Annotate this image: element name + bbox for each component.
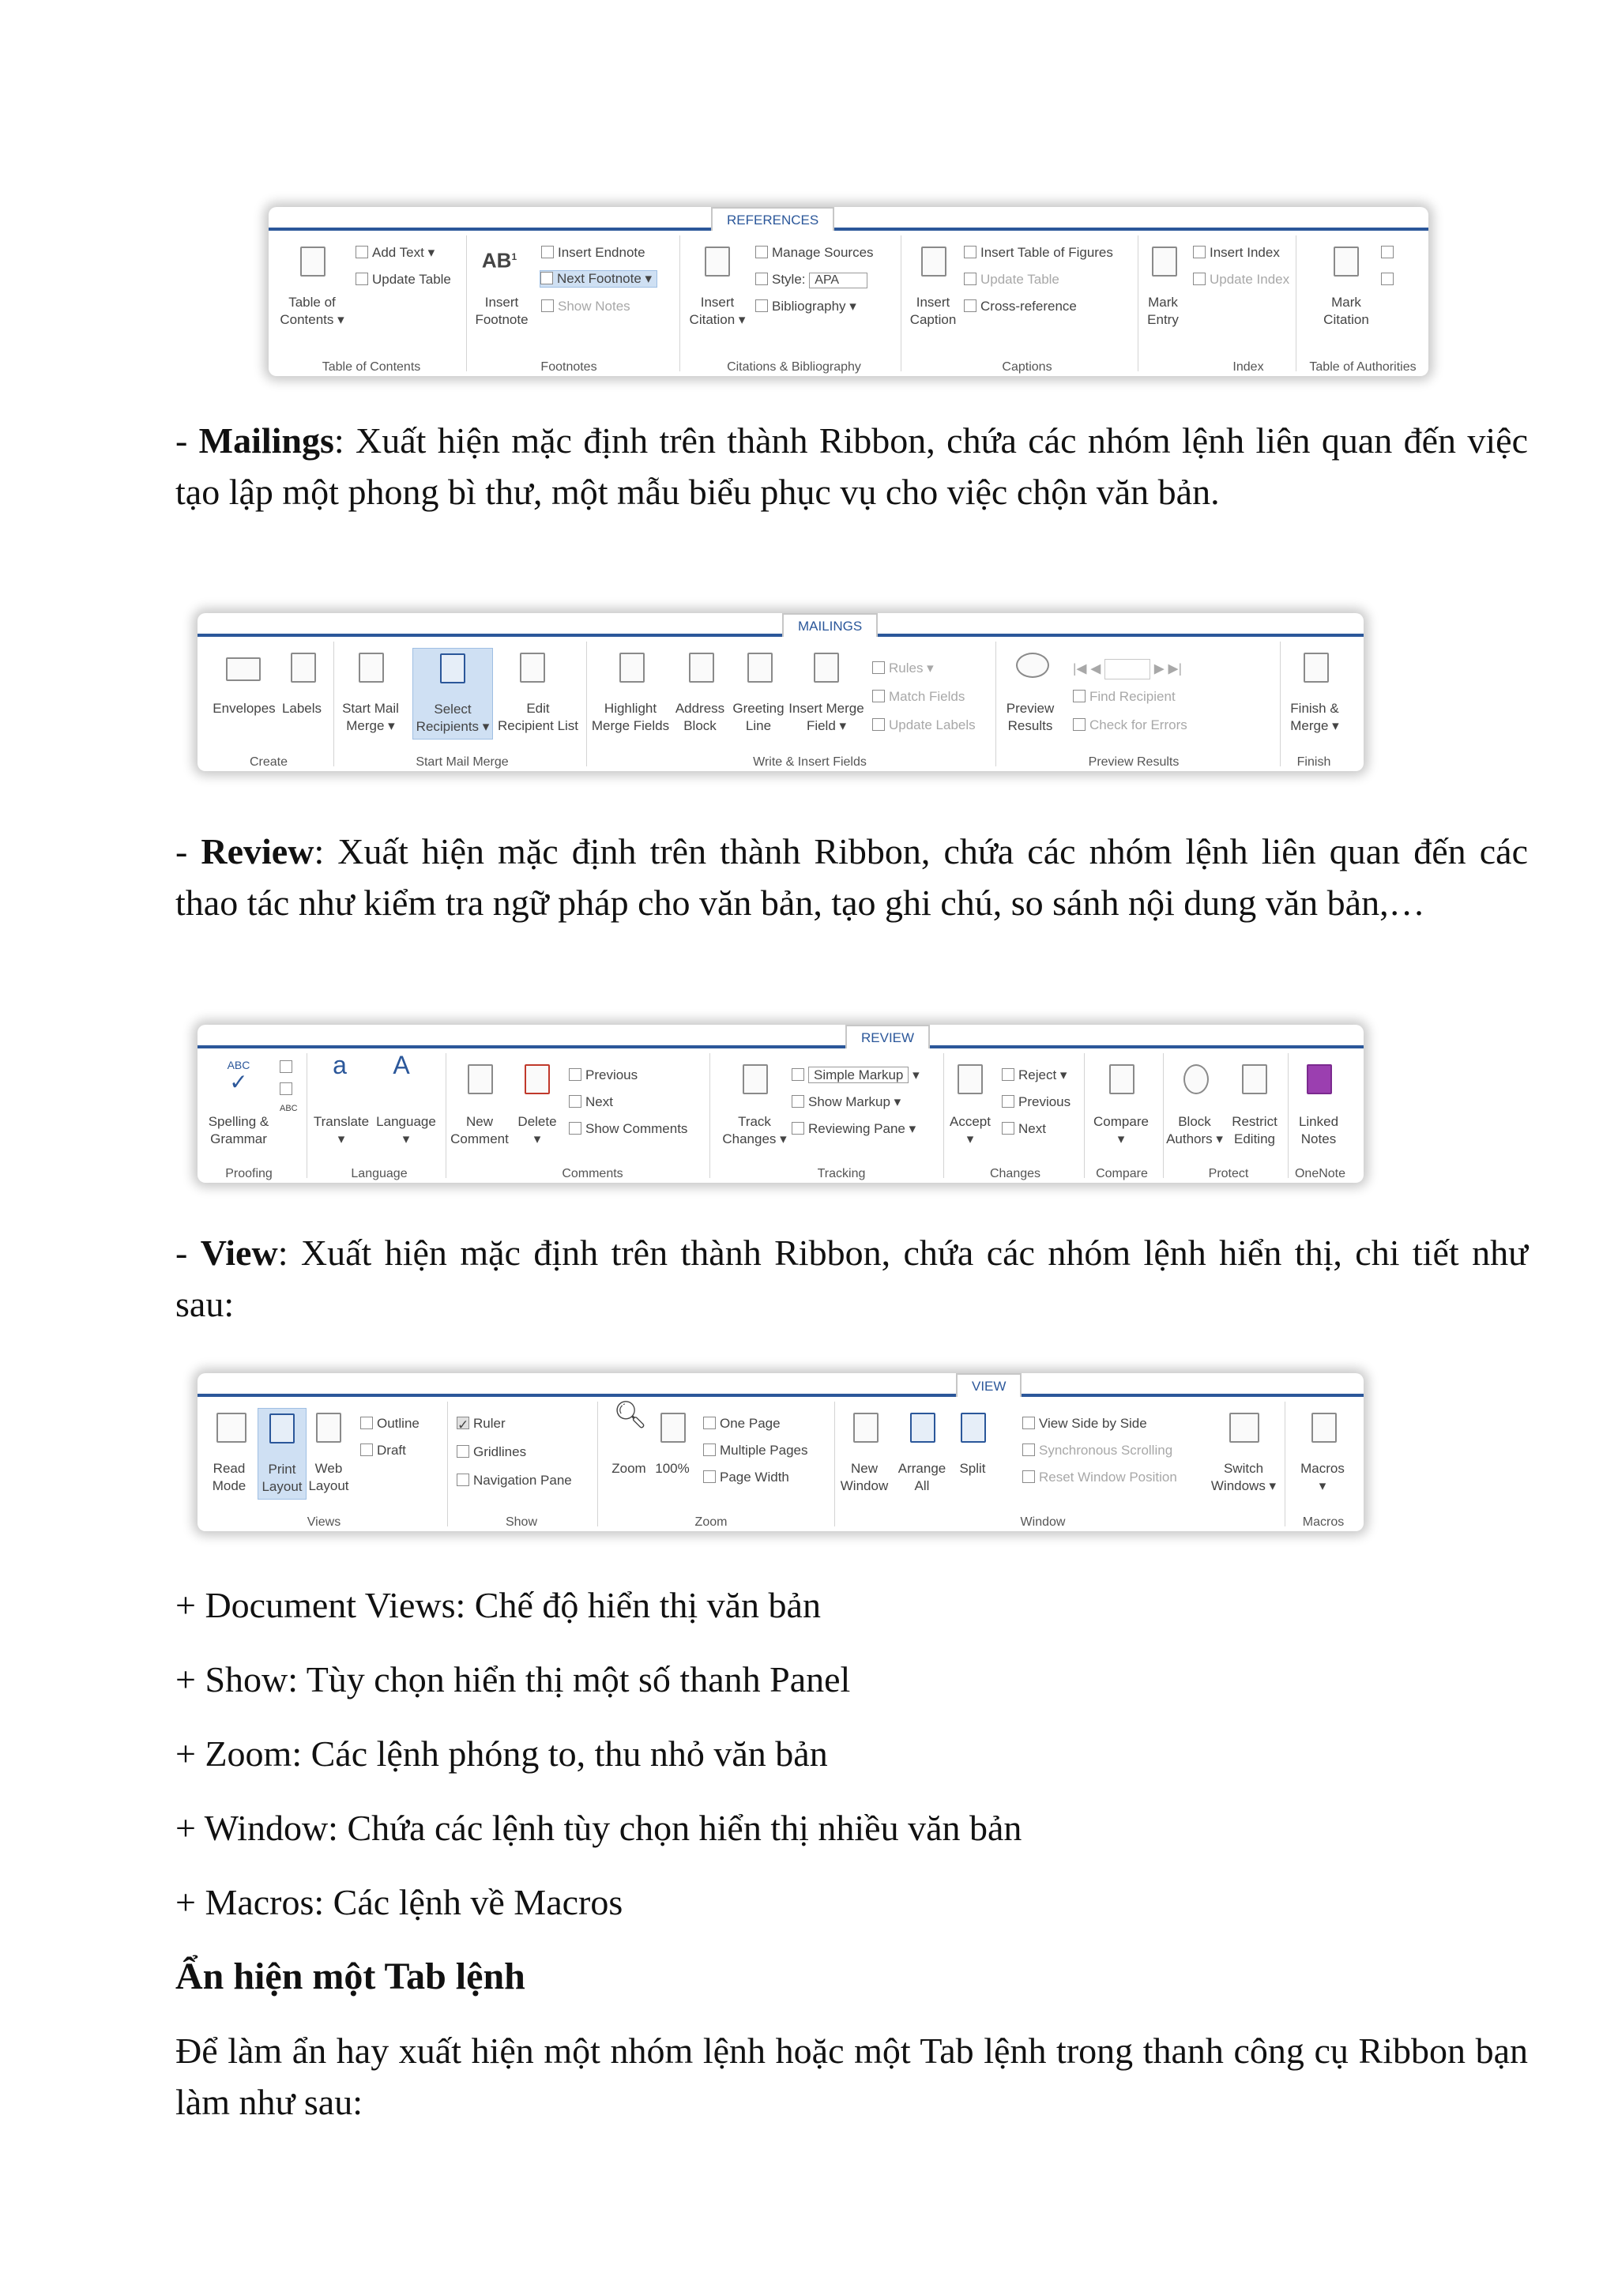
gridlines-checkbox: Gridlines — [457, 1444, 526, 1460]
view-term: View — [200, 1233, 278, 1273]
ribbon-top-line — [198, 634, 1364, 637]
group-separator — [834, 1402, 835, 1526]
select-recipients-icon — [440, 653, 465, 683]
insert-merge-field-icon — [814, 653, 839, 683]
track-changes-button: Track Changes ▾ — [722, 1114, 787, 1146]
cross-reference-button: Cross-reference — [964, 299, 1077, 314]
group-onenote: OneNote — [1294, 1167, 1346, 1180]
add-text-icon — [356, 246, 368, 258]
section-heading: Ẩn hiện một Tab lệnh — [175, 1955, 525, 1997]
cross-reference-icon — [964, 299, 976, 312]
new-comment-icon — [468, 1064, 493, 1094]
multiple-pages-button: Multiple Pages — [703, 1443, 808, 1459]
group-comments: Comments — [562, 1167, 623, 1180]
accept-button: Accept ▾ — [950, 1114, 991, 1146]
checkbox-icon — [457, 1474, 469, 1486]
record-navigator: |◀ ◀ ▶ ▶| — [1073, 659, 1182, 679]
toa-small-icons-2 — [1381, 272, 1398, 288]
group-separator — [943, 1053, 944, 1178]
next-footnote-button: Next Footnote ▾ — [540, 270, 657, 288]
tab-review: REVIEW — [845, 1025, 930, 1048]
hundred-percent-button: 100% — [655, 1461, 690, 1476]
split-button: Split — [959, 1461, 986, 1476]
review-ribbon-image — [198, 1025, 1364, 1183]
print-layout-button: Print Layout — [258, 1408, 307, 1500]
group-separator — [1084, 1053, 1085, 1178]
reject-button: Reject ▾ — [1002, 1067, 1067, 1083]
linked-notes-button: Linked Notes — [1298, 1114, 1339, 1146]
highlight-merge-fields-button: Highlight Merge Fields — [591, 701, 670, 733]
proofing-small-icons — [280, 1060, 296, 1075]
style-icon — [755, 273, 768, 285]
proofing-small-icons-3: ABC — [280, 1104, 298, 1113]
arrange-all-icon — [910, 1413, 935, 1443]
group-zoom: Zoom — [694, 1515, 728, 1529]
one-page-button: One Page — [703, 1416, 781, 1432]
hundred-percent-icon — [660, 1413, 686, 1443]
group-language: Language — [351, 1167, 408, 1180]
update-table-button-2: Update Table — [964, 272, 1059, 288]
group-separator — [586, 642, 587, 766]
bibliography-button: Bibliography ▾ — [755, 299, 856, 314]
references-ribbon-image — [269, 207, 1428, 376]
group-index: Index — [1232, 360, 1264, 374]
address-block-button: Address Block — [675, 701, 725, 733]
show-markup-icon — [792, 1095, 804, 1108]
highlight-merge-fields-icon — [619, 653, 645, 683]
previous-comment-button: Previous — [569, 1067, 638, 1083]
start-mail-merge-icon — [359, 653, 384, 683]
page-width-button: Page Width — [703, 1470, 789, 1485]
finish-merge-icon — [1304, 653, 1329, 683]
new-comment-button: New Comment — [450, 1114, 509, 1146]
reviewing-pane-icon — [792, 1122, 804, 1135]
group-separator — [1280, 642, 1281, 766]
mark-entry-button: Mark Entry — [1147, 295, 1179, 327]
toa-small-icons — [1381, 245, 1398, 261]
navigation-pane-checkbox: Navigation Pane — [457, 1473, 572, 1489]
research-icon — [280, 1060, 292, 1073]
bullet-macros: + Macros: Các lệnh về Macros — [175, 1882, 623, 1922]
read-mode-icon — [216, 1413, 246, 1443]
group-views: Views — [307, 1515, 341, 1529]
group-separator — [597, 1402, 598, 1526]
group-separator — [1163, 1053, 1164, 1178]
mark-citation-icon — [1334, 247, 1359, 277]
view-ribbon-image — [198, 1373, 1364, 1531]
check-errors-icon — [1073, 718, 1086, 731]
previous-change-button: Previous — [1002, 1094, 1071, 1110]
insert-index-button: Insert Index — [1193, 245, 1280, 261]
reviewing-pane-button: Reviewing Pane ▾ — [792, 1121, 916, 1137]
markup-icon — [792, 1068, 804, 1081]
update-labels-icon — [872, 718, 885, 731]
show-notes-button: Show Notes — [541, 299, 630, 314]
next-comment-icon — [569, 1095, 581, 1108]
insert-caption-button: Insert Caption — [909, 295, 957, 327]
show-comments-icon — [569, 1122, 581, 1135]
reset-window-icon — [1022, 1470, 1035, 1483]
manage-sources-icon — [755, 246, 768, 258]
edit-recipient-list-icon — [520, 653, 545, 683]
add-text-button: Add Text ▾ — [356, 245, 435, 261]
print-layout-icon — [269, 1413, 295, 1443]
block-authors-button: Block Authors ▾ — [1166, 1114, 1223, 1146]
compare-icon — [1109, 1064, 1134, 1094]
multiple-pages-icon — [703, 1443, 716, 1456]
web-layout-button: Web Layout — [308, 1461, 349, 1493]
select-recipients-button: Select Recipients ▾ — [412, 648, 493, 740]
zoom-button: Zoom — [611, 1461, 646, 1476]
check-for-errors-button: Check for Errors — [1073, 717, 1187, 733]
switch-windows-icon — [1229, 1413, 1259, 1443]
review-term: Review — [201, 831, 314, 871]
view-side-by-side-button: View Side by Side — [1022, 1416, 1147, 1432]
update-table-icon — [964, 273, 976, 285]
table-of-figures-icon — [964, 246, 976, 258]
restrict-editing-icon — [1242, 1064, 1267, 1094]
group-tracking: Tracking — [817, 1167, 866, 1180]
bibliography-icon — [755, 299, 768, 312]
group-separator — [333, 642, 334, 766]
group-separator — [995, 642, 996, 766]
reset-window-position-button: Reset Window Position — [1022, 1470, 1177, 1485]
finish-merge-button: Finish & Merge ▾ — [1290, 701, 1339, 733]
group-separator — [1288, 1053, 1289, 1178]
style-select: Style: APA — [755, 272, 867, 288]
group-window: Window — [1020, 1515, 1066, 1529]
bullet-window: + Window: Chứa các lệnh tùy chọn hiển thị nhiều văn bản — [175, 1808, 1022, 1848]
bullet-document-views: + Document Views: Chế độ hiển thị văn bản — [175, 1585, 821, 1625]
group-separator — [679, 235, 680, 371]
insert-citation-icon — [705, 247, 730, 277]
envelopes-icon — [226, 657, 261, 681]
next-comment-button: Next — [569, 1094, 613, 1110]
show-markup-button: Show Markup ▾ — [792, 1094, 901, 1110]
read-mode-button: Read Mode — [212, 1461, 246, 1493]
review-paragraph: - Review: Xuất hiện mặc định trên thành Ribbon, chứa các nhóm lệnh liên quan đến các thao tác như kiểm tra ngữ pháp cho văn bản, tạo ghi chú, so sánh nội dung văn bản,… — [175, 831, 1528, 923]
next-change-icon — [1002, 1122, 1014, 1135]
delete-comment-button: Delete ▾ — [517, 1114, 557, 1146]
insert-toa-icon — [1381, 246, 1394, 258]
labels-icon — [291, 653, 316, 683]
insert-merge-field-button: Insert Merge Field ▾ — [788, 701, 864, 733]
page-width-icon — [703, 1470, 716, 1483]
group-finish: Finish — [1296, 755, 1331, 769]
checkbox-icon — [457, 1445, 469, 1458]
mailings-term: Mailings — [198, 420, 334, 461]
next-footnote-icon — [540, 272, 553, 284]
group-captions: Captions — [1002, 360, 1052, 374]
new-window-button: New Window — [840, 1461, 889, 1493]
group-table-of-authorities: Table of Authorities — [1309, 360, 1417, 374]
next-change-button: Next — [1002, 1121, 1046, 1137]
compare-button: Compare ▾ — [1093, 1114, 1149, 1146]
language-button: Language ▾ — [376, 1114, 436, 1146]
block-authors-icon — [1183, 1064, 1209, 1094]
previous-change-icon — [1002, 1095, 1014, 1108]
group-citations-bibliography: Citations & Bibliography — [727, 360, 861, 374]
tab-mailings: MAILINGS — [782, 613, 878, 637]
tab-view: VIEW — [956, 1373, 1022, 1397]
thesaurus-icon — [280, 1082, 292, 1095]
web-layout-icon — [316, 1413, 341, 1443]
outline-icon — [360, 1417, 373, 1429]
view-paragraph: - View: Xuất hiện mặc định trên thành Ribbon, chứa các nhóm lệnh hiển thị, chi tiết như sau: — [175, 1233, 1528, 1324]
draft-button: Draft — [360, 1443, 406, 1459]
outline-button: Outline — [360, 1416, 420, 1432]
start-mail-merge-button: Start Mail Merge ▾ — [342, 701, 399, 733]
group-macros: Macros — [1302, 1515, 1345, 1529]
match-fields-button: Match Fields — [872, 689, 965, 705]
group-compare: Compare — [1096, 1167, 1148, 1180]
ruler-checkbox: ✓ Ruler — [457, 1416, 506, 1432]
previous-comment-icon — [569, 1068, 581, 1081]
group-protect: Protect — [1208, 1167, 1249, 1180]
insert-footnote-button: Insert Footnote — [475, 295, 529, 327]
onenote-icon — [1307, 1064, 1332, 1094]
group-changes: Changes — [989, 1167, 1041, 1180]
show-notes-icon — [541, 299, 554, 312]
edit-recipient-list-button: Edit Recipient List — [497, 701, 579, 733]
synchronous-scrolling-button: Synchronous Scrolling — [1022, 1443, 1172, 1459]
reject-icon — [1002, 1068, 1014, 1081]
group-separator — [466, 235, 467, 371]
language-icon: A — [393, 1051, 410, 1079]
update-toa-icon — [1381, 273, 1394, 285]
one-page-icon — [703, 1417, 716, 1429]
insert-caption-icon — [921, 247, 946, 277]
group-show: Show — [505, 1515, 538, 1529]
greeting-line-button: Greeting Line — [732, 701, 785, 733]
footnote-ab-icon: $AB^1$ — [481, 248, 517, 273]
insert-endnote-button: Insert Endnote — [541, 245, 645, 261]
bullet-zoom: + Zoom: Các lệnh phóng to, thu nhỏ văn bản — [175, 1733, 828, 1774]
track-changes-icon — [743, 1064, 768, 1094]
translate-button: Translate ▾ — [313, 1114, 370, 1146]
match-fields-icon — [872, 690, 885, 702]
group-proofing: Proofing — [225, 1167, 273, 1180]
group-table-of-contents: Table of Contents — [322, 360, 421, 374]
insert-index-icon — [1193, 246, 1206, 258]
split-icon — [961, 1413, 986, 1443]
preview-results-button: Preview Results — [1006, 701, 1055, 733]
spelling-icon: ABC ✓ — [227, 1059, 250, 1094]
update-labels-button: Update Labels — [872, 717, 976, 733]
group-start-mail-merge: Start Mail Merge — [416, 755, 509, 769]
update-index-button: Update Index — [1193, 272, 1289, 288]
zoom-icon: 🔍︎ — [613, 1400, 648, 1430]
find-recipient-icon — [1073, 690, 1086, 702]
side-by-side-icon — [1022, 1417, 1035, 1429]
sync-scroll-icon — [1022, 1443, 1035, 1456]
restrict-editing-button: Restrict Editing — [1232, 1114, 1277, 1146]
proofing-small-icons-2 — [280, 1082, 296, 1097]
rules-icon — [872, 661, 885, 674]
envelopes-button: Envelopes — [213, 701, 276, 716]
display-for-review-select: Simple Markup ▾ — [792, 1067, 920, 1083]
address-block-icon — [689, 653, 714, 683]
group-footnotes: Footnotes — [540, 360, 597, 374]
mark-citation-button: Mark Citation — [1323, 295, 1369, 327]
insert-citation-button: Insert Citation ▾ — [689, 295, 746, 327]
macros-icon — [1311, 1413, 1337, 1443]
new-window-icon — [853, 1413, 879, 1443]
ribbon-top-line — [198, 1045, 1364, 1048]
group-preview-results: Preview Results — [1088, 755, 1180, 769]
rules-button: Rules ▾ — [872, 661, 934, 676]
switch-windows-button: Switch Windows ▾ — [1210, 1461, 1277, 1493]
tab-references: REFERENCES — [711, 207, 834, 231]
mark-entry-icon — [1152, 247, 1177, 277]
show-comments-button: Show Comments — [569, 1121, 687, 1137]
insert-endnote-icon — [541, 246, 554, 258]
update-table-button: Update Table — [356, 272, 451, 288]
translate-icon: a — [333, 1051, 347, 1079]
labels-button: Labels — [281, 701, 322, 716]
table-of-contents-icon — [300, 247, 325, 277]
ribbon-top-line — [198, 1394, 1364, 1397]
group-write-insert-fields: Write & Insert Fields — [753, 755, 867, 769]
delete-comment-icon — [525, 1064, 550, 1094]
update-table-icon — [356, 273, 368, 285]
spelling-grammar-button: Spelling & Grammar — [208, 1114, 269, 1146]
update-index-icon — [1193, 273, 1206, 285]
draft-icon — [360, 1443, 373, 1456]
preview-results-icon — [1016, 653, 1049, 678]
group-separator — [447, 1402, 448, 1526]
accept-icon — [958, 1064, 983, 1094]
checkbox-checked-icon: ✓ — [457, 1417, 469, 1432]
group-separator — [709, 1053, 710, 1178]
greeting-line-icon — [747, 653, 773, 683]
macros-button: Macros ▾ — [1300, 1461, 1345, 1493]
mailings-paragraph: - Mailings: Xuất hiện mặc định trên thành Ribbon, chứa các nhóm lệnh liên quan đến việc tạo lập một phong bì thư, một mẫu biểu phục vụ cho việc chộn văn bản. — [175, 420, 1528, 512]
arrange-all-button: Arrange All — [897, 1461, 946, 1493]
ribbon-top-line — [269, 228, 1428, 231]
table-of-contents-button: Table of Contents ▾ — [280, 295, 344, 327]
bullet-show: + Show: Tùy chọn hiển thị một số thanh Panel — [175, 1659, 851, 1699]
insert-table-of-figures-button: Insert Table of Figures — [964, 245, 1113, 261]
manage-sources-button: Manage Sources — [755, 245, 874, 261]
find-recipient-button: Find Recipient — [1073, 689, 1176, 705]
group-create: Create — [249, 755, 288, 769]
final-paragraph: Để làm ẩn hay xuất hiện một nhóm lệnh hoặc một Tab lệnh trong thanh công cụ Ribbon bạn làm như sau: — [175, 2031, 1528, 2122]
mailings-ribbon-image — [198, 613, 1364, 771]
